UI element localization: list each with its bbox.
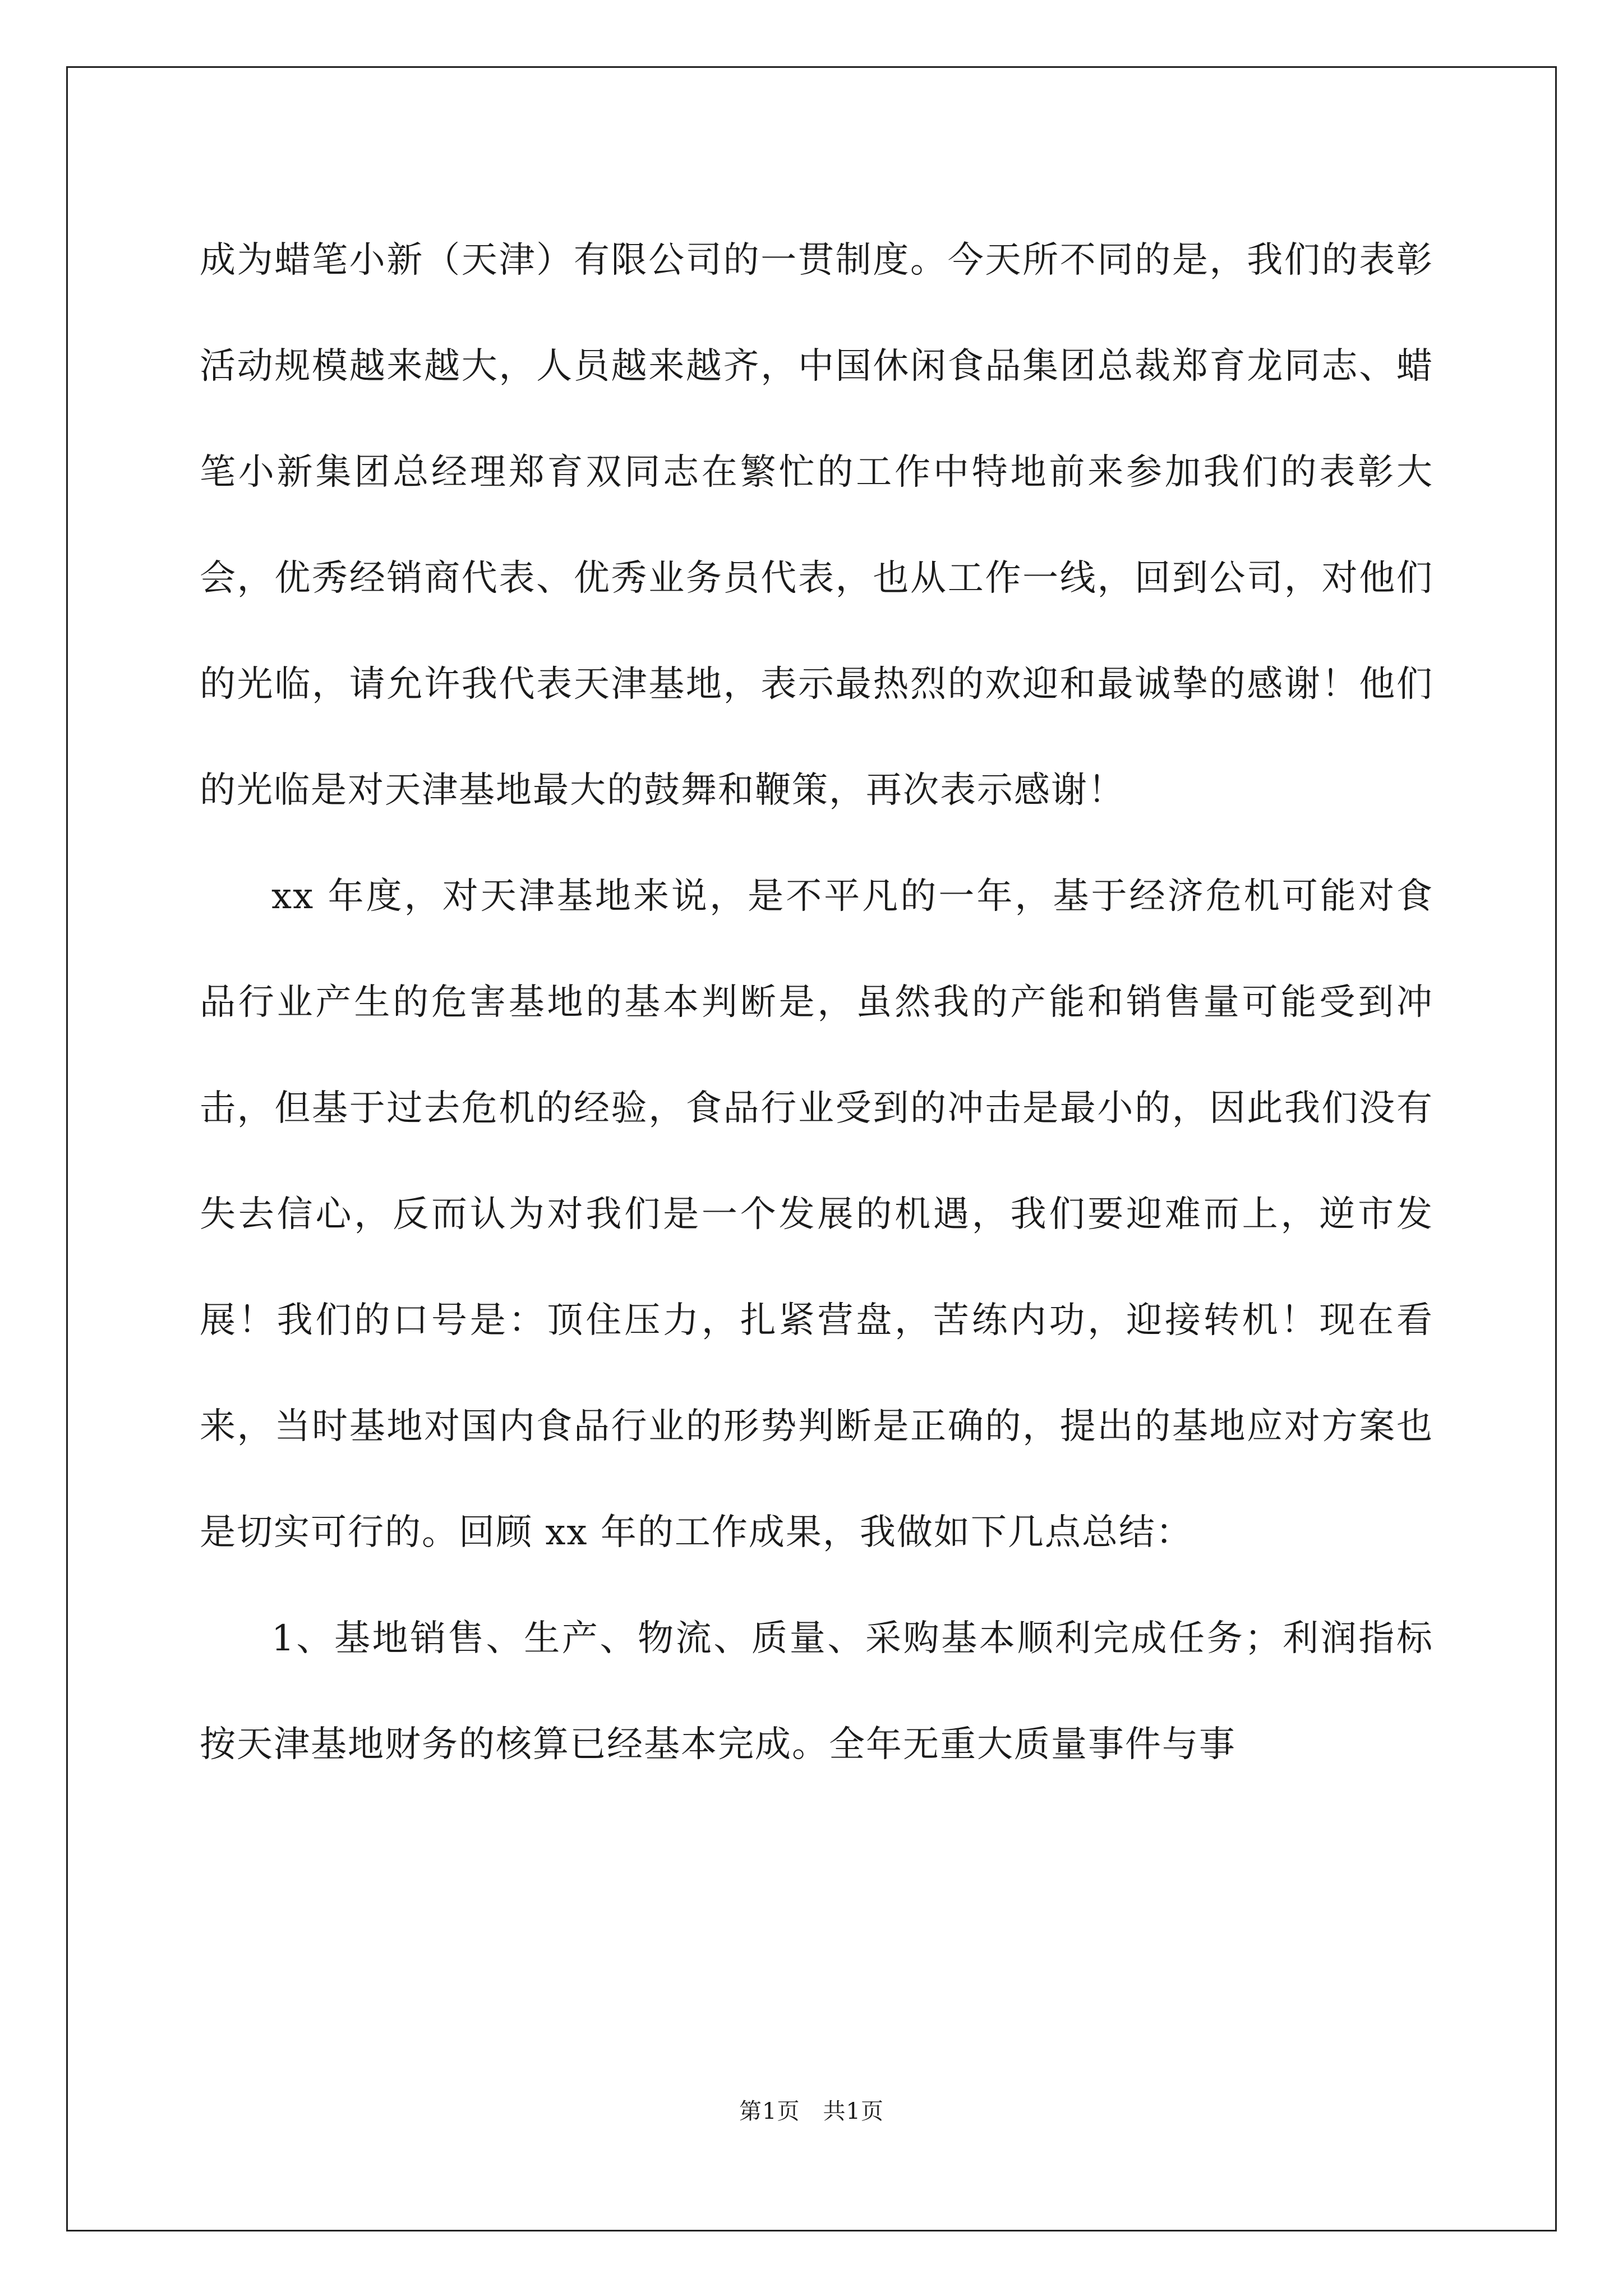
page-number-footer: 第1页 共1页	[739, 2099, 884, 2124]
paragraph-1: 成为蜡笔小新（天津）有限公司的一贯制度。今天所不同的是，我们的表彰活动规模越来越大，人员越来越齐，中国休闲食品集团总裁郑育龙同志、蜡笔小新集团总经理郑育双同志在繁忙的工作中特地前来参加我们的表彰大会，优秀经销商代表、优秀业务员代表，也从工作一线，回到公司，对他们的光临，请允许我代表天津基地，表示最热烈的欢迎和最诚挚的感谢！他们的光临是对天津基地最大的鼓舞和鞭策，再次表示感谢！	[200, 240, 1433, 811]
paragraph-2: xx 年度，对天津基地来说，是不平凡的一年，基于经济危机可能对食品行业产生的危害基地的基本判断是，虽然我的产能和销售量可能受到冲击，但基于过去危机的经验，食品行业受到的冲击是最小的，因此我们没有失去信心，反而认为对我们是一个发展的机遇，我们要迎难而上，逆市发展！我们的口号是：顶住压力，扎紧营盘，苦练内功，迎接转机！现在看来，当时基地对国内食品行业的形势判断是正确的，提出的基地应对方案也是切实可行的。回顾 xx 年的工作成果，我做如下几点总结：	[200, 876, 1433, 1553]
document-body	[200, 208, 1433, 1798]
paragraph-3: 1、基地销售、生产、物流、质量、采购基本顺利完成任务；利润指标按天津基地财务的核算已经基本完成。全年无重大质量事件与事	[200, 1618, 1433, 1765]
